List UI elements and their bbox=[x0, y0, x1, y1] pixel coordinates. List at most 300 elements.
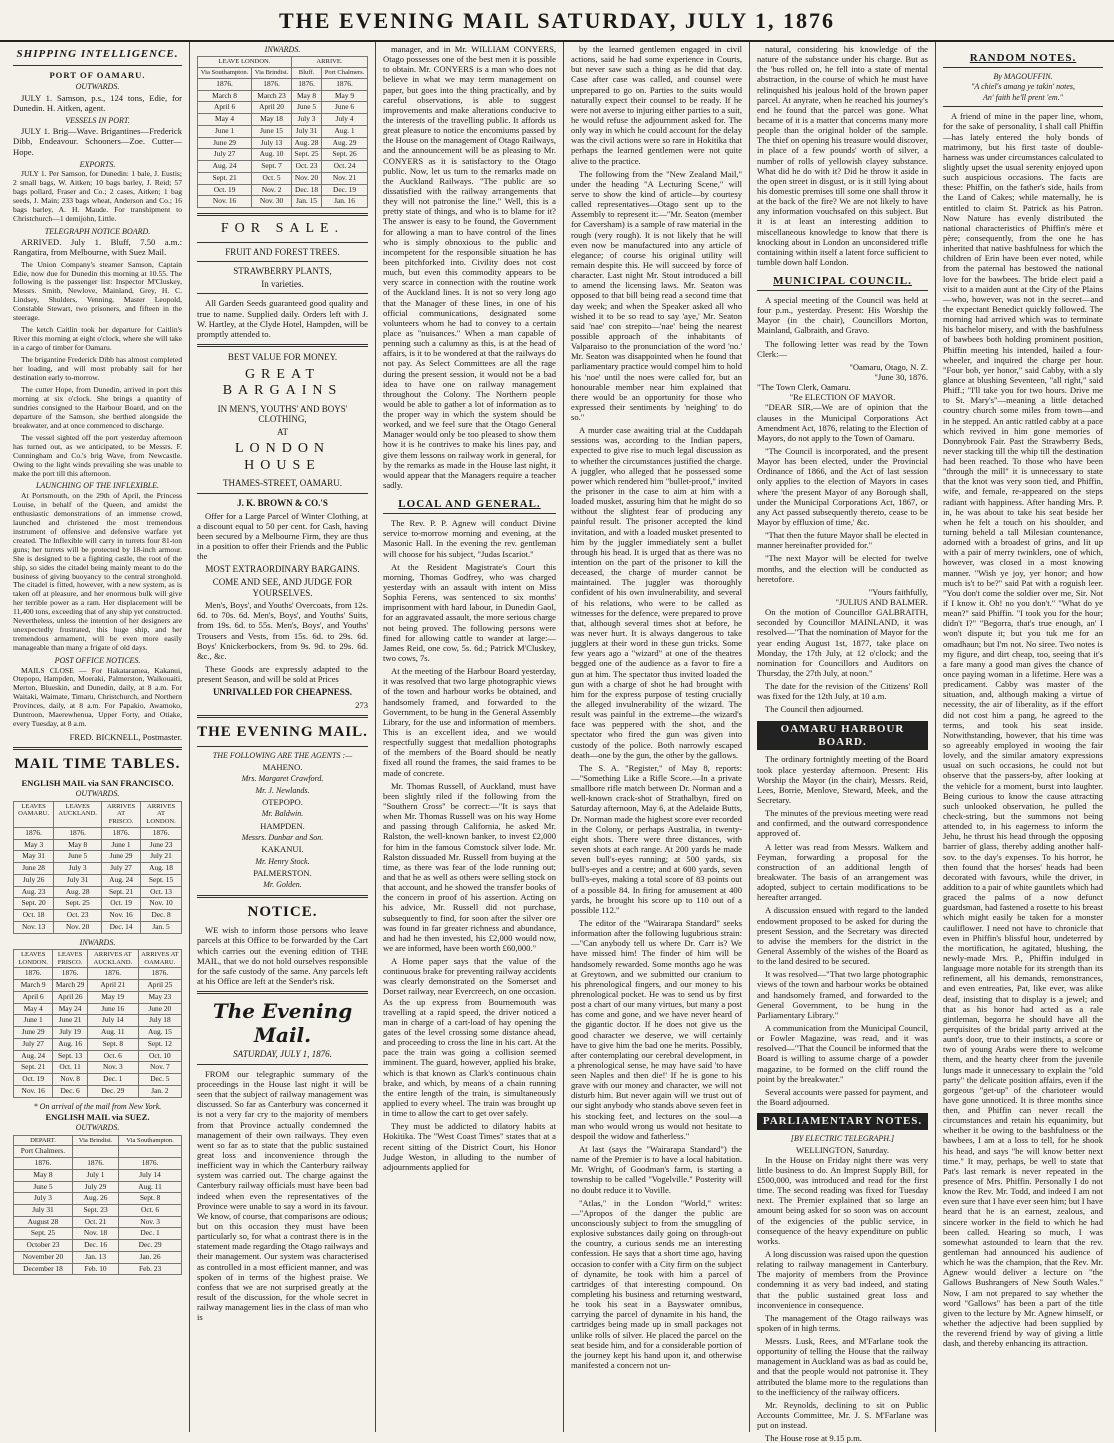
suez-in-cell: June 6 bbox=[322, 102, 368, 114]
sf-out-cell: July 3 bbox=[54, 863, 102, 875]
sf-in-header: ARRIVES AT OAMARU. bbox=[138, 949, 181, 968]
port-heading: PORT OF OAMARU. bbox=[49, 69, 146, 80]
exports-heading: EXPORTS. bbox=[79, 159, 116, 169]
suez-in-cell: Nov. 21 bbox=[322, 172, 368, 184]
suez-in-cell: Nov. 16 bbox=[198, 196, 252, 208]
sf-in-cell: Oct. 10 bbox=[138, 1050, 181, 1062]
suez-inwards-heading: INWARDS. bbox=[264, 45, 301, 54]
sf-out-header: ARRIVES AT FRISCO. bbox=[102, 801, 141, 827]
suez-in-cell: July 4 bbox=[322, 114, 368, 126]
in-header-leave: LEAVE LONDON. bbox=[198, 57, 292, 68]
sf-out-row bbox=[14, 851, 182, 863]
sf-out-cell: Nov. 13 bbox=[14, 921, 54, 933]
sf-in-cell: May 23 bbox=[138, 991, 181, 1003]
suez-in-row bbox=[198, 114, 368, 126]
column-4 bbox=[564, 42, 750, 1432]
sf-in-row bbox=[14, 991, 182, 1003]
suez-cell: Oct. 6 bbox=[119, 1205, 182, 1217]
sf-in-cell: Oct. 19 bbox=[14, 1074, 53, 1086]
suez-cell: Aug. 26 bbox=[72, 1193, 118, 1205]
sf-in-cell: June 21 bbox=[53, 1015, 88, 1027]
sf-in-cell: March 9 bbox=[14, 980, 53, 992]
suez-in-row bbox=[198, 172, 368, 184]
parliamentary-heading: PARLIAMENTARY NOTES. bbox=[757, 1113, 928, 1130]
best-value: BEST VALUE FOR MONEY. bbox=[227, 351, 338, 362]
harbour-para-7: Several accounts were passed for payment, and the Board adjourned. bbox=[757, 1086, 928, 1107]
suez-in-row bbox=[198, 125, 368, 137]
suez-in-cell: Dec. 19 bbox=[322, 184, 368, 196]
local-para-6: They must be addicted to dilatory habits at Hokitika. The "West Coast Times" states that at a recent sitting of the District Court, his Honor Judge Weston, in alluding to the number of adjournments applied for bbox=[383, 1121, 556, 1172]
letter-to-2: "Re ELECTION OF MAYOR. bbox=[789, 392, 896, 403]
shipping-para-1: The Union Company's steamer Samson, Captain Edie, now due for Dunedin this morning at 10.55. The following is the passenger list: Inspector M'Cluskey, Messrs. Smith, Newlove, Mainland, Grey, H. C. Lindsey, Shulders, Venning, Master Leopold, Constable Stewart, two prisoners, and fifteen in the steerage. bbox=[13, 259, 182, 323]
suez-row bbox=[14, 1193, 182, 1205]
parl-para-1: In the House on Friday night there was very little business to do. An Imprest Supply Bill, for £500,000, was introduced and read for the first time. The second reading was fixed for Tuesday next. The Premier explained that so large an amount being asked for so soon was on account of the exigencies of the public service, in consequence of the heavy expenditure on public works. bbox=[757, 1154, 928, 1246]
sf-out-cell: Aug. 24 bbox=[102, 874, 141, 886]
sf-out-cell: Nov. 10 bbox=[141, 898, 182, 910]
suez-in-cell: Jan. 15 bbox=[291, 196, 321, 208]
sf-out-cell: Aug. 18 bbox=[141, 863, 182, 875]
parl-para-2: A long discussion was raised upon the question relating to railway management in Canterbury. The majority of members from the Province condemning it as very bad indeed, and stating that the public sustained great loss and inconvenience in consequence. bbox=[757, 1248, 928, 1310]
suez-in-cell: July 31 bbox=[291, 125, 321, 137]
great-bargains: GREAT BARGAINS bbox=[222, 366, 343, 399]
sf-out-header: LEAVES AUCKLAND. bbox=[54, 801, 102, 827]
harbour-para-4: A discussion ensued with regard to the landed endowment proposed to be asked for during the present Session, and the Secretary was directed to advise the members for the district in the General Assembly of the wishes of the Board as to the land desired to be secured. bbox=[757, 905, 928, 967]
parl-para-4: Messrs. Lusk, Rees, and M'Farlane took the opportunity of telling the House that the railway management in Auckland was as bad as could be, and that the people would not patronise it. They attributed the blame more to the regulations than to the inefficiency of the railway officers. bbox=[757, 1336, 928, 1397]
suez-cell: Sept. 23 bbox=[72, 1205, 118, 1217]
sf-note: * On arrival of the mail from New York. bbox=[33, 1101, 162, 1111]
suez-in-row bbox=[198, 137, 368, 149]
sf-in-cell: 1876. bbox=[138, 968, 181, 980]
shipping-para-2: The ketch Caitlin took her departure for Caitlin's River this morning at eight o'clock, where she will take in a cargo of timber for Oamaru. bbox=[13, 325, 182, 353]
suez-cell: Dec. 1 bbox=[119, 1228, 182, 1240]
sf-out-cell: July 27 bbox=[102, 863, 141, 875]
suez-row bbox=[14, 1181, 182, 1193]
parl-para-3: The management of the Otago railways was spoken of in high terms. bbox=[757, 1312, 928, 1333]
suez-in-cell: June 15 bbox=[252, 125, 292, 137]
sf-in-row bbox=[14, 968, 182, 980]
sf-in-cell: Dec. 6 bbox=[53, 1085, 88, 1097]
sf-in-cell: April 6 bbox=[14, 991, 53, 1003]
suez-row bbox=[14, 1240, 182, 1252]
suez-cell: 1876. bbox=[14, 1158, 73, 1170]
sf-out-cell: July 26 bbox=[14, 874, 54, 886]
sf-in-row bbox=[14, 980, 182, 992]
sf-in-cell: Aug. 11 bbox=[87, 1027, 138, 1039]
suez-cell: Sept. 8 bbox=[119, 1193, 182, 1205]
sf-in-cell: Sept. 12 bbox=[138, 1038, 181, 1050]
agent-line: Mr. Baldwin. bbox=[261, 809, 304, 819]
sf-out-cell: Dec. 8 bbox=[141, 910, 182, 922]
sf-in-cell: July 27 bbox=[14, 1038, 53, 1050]
local-para-5: A Home paper says that the value of the continuous brake for preventing railway accidents was clearly demonstrated on the Somerset and Dorset railway, near Evercreech, on one occasion. As the up express from Bournemouth was travelling at a rapid speed, the driver noticed a man in charge of a cart-load of hay opening the gates of the level crossing some distance ahead, and proceeding to cross the line in his cart. At the pace the train was going a collision seemed imminent. The guard, however, applied his brake, which is that known as Clark's continuous chain brake, and which, by means of a chain running the entire length of the train, is simultaneously applied to every wheel. The train was brought up in time to allow the cart to get over safely. bbox=[383, 956, 556, 1119]
suez-cell: October 23 bbox=[14, 1240, 73, 1252]
suez-cell bbox=[119, 1146, 182, 1158]
sf-out-cell: Dec. 14 bbox=[102, 921, 141, 933]
suez-in-cell: March 8 bbox=[198, 90, 252, 102]
suez-in-cell: May 8 bbox=[291, 90, 321, 102]
suez-in-cell: June 29 bbox=[198, 137, 252, 149]
sf-in-row bbox=[14, 1027, 182, 1039]
sf-in-row bbox=[14, 1074, 182, 1086]
sf-in-cell: Oct. 11 bbox=[53, 1062, 88, 1074]
outwards-heading: OUTWARDS. bbox=[75, 82, 120, 92]
sf-in-row bbox=[14, 1003, 182, 1015]
suez-in-row bbox=[198, 161, 368, 173]
suez-row bbox=[14, 1263, 182, 1275]
editorial-title: The Evening Mail. bbox=[212, 999, 353, 1047]
suez-cell: July 29 bbox=[72, 1181, 118, 1193]
suez-in-cell: 1876. bbox=[198, 78, 252, 90]
suez-in-cell: May 4 bbox=[198, 114, 252, 126]
suez-in-cell: Oct. 23 bbox=[291, 161, 321, 173]
sf-in-row bbox=[14, 1050, 182, 1062]
sf-in-cell: Aug. 16 bbox=[53, 1038, 88, 1050]
sf-in-cell: April 25 bbox=[138, 980, 181, 992]
sf-in-cell: 1876. bbox=[87, 968, 138, 980]
sf-in-cell: Dec. 5 bbox=[138, 1074, 181, 1086]
sf-in-cell: June 20 bbox=[138, 1003, 181, 1015]
suez-in-cell: Nov. 20 bbox=[291, 172, 321, 184]
suez-cell: 1876. bbox=[119, 1158, 182, 1170]
suez-in-cell: April 20 bbox=[252, 102, 292, 114]
sf-in-row bbox=[14, 1062, 182, 1074]
shipping-para-5: The vessel sighted off the port yesterday afternoon has turned out, as we anticipated, to be Messrs. F. Cunningham and Co.'s brig Wave, from Newcastle. Owing to the light winds prevailing she was unable to make the port till this afternoon. bbox=[13, 432, 182, 478]
agent-line: OTEPOPO. bbox=[262, 797, 303, 808]
letter-para-2: "The Council is incorporated, and the present Mayor has been elected, under the Provincial Ordinance of 1866, and the Act of last session only applies to the election of Mayors in cases where 'the present Mayor of any Borough shall, under the Municipal Corporations Act, 1867, or any Act passed subsequently thereto, cease to be Mayor by effluxion of time,' &c. bbox=[757, 446, 928, 528]
harbour-para-3: A letter was read from Messrs. Walkem and Feyman, forwarding a proposal for the construction of an additional length of breakwater. The basis of an arrangement was adopted, subject to certain modifications to be hereafter arranged. bbox=[757, 841, 928, 903]
suez-cell: Sept. 25 bbox=[14, 1228, 73, 1240]
suez-in-cell: March 23 bbox=[252, 90, 292, 102]
letter-sign: "JULIUS AND BALMER. bbox=[835, 597, 928, 607]
strawberry: STRAWBERRY PLANTS, bbox=[233, 266, 332, 277]
suez-cell: Aug. 11 bbox=[119, 1181, 182, 1193]
sf-out-header: ARRIVES AT LONDON. bbox=[141, 801, 182, 827]
sf-out-cell: Oct. 13 bbox=[141, 886, 182, 898]
suez-row bbox=[14, 1251, 182, 1263]
agent-line: Mrs. Margaret Crawford. bbox=[241, 774, 324, 784]
masthead-title: THE EVENING MAIL SATURDAY, JULY 1, 1876 bbox=[279, 8, 835, 33]
sf-out-cell: July 31 bbox=[54, 874, 102, 886]
col4-para-4: The S. A. "Register," of May 8, reports:—"Something Like a Rifle Score.—In a private smallbore rifle match between Dr. Norman and a well-known crack-shot of Strathalbyn, fired on Saturday afternoon, May 6, at the Adelaide Butts, Dr. Norman made the highest score ever recorded in the Colony, or perhaps Australia, in twenty-eight shots. There were three distances, with seven shots at each range. At 200 yards he made seven bull's-eyes running; at 500 yards, six bull's-eyes and a centre; and at 600 yards, seven bull's-eyes, making a total score of 83 points out of a possible 84. In firing for amusement at 400 yards, he brought his score up to 110 out of a possible 112." bbox=[571, 762, 742, 915]
sf-in-cell: Sept. 8 bbox=[87, 1038, 138, 1050]
sf-out-cell: June 28 bbox=[14, 863, 54, 875]
at-label: AT bbox=[277, 426, 288, 437]
sf-in-row bbox=[14, 1038, 182, 1050]
column-3 bbox=[376, 42, 564, 1432]
suez-in-cell: Aug. 29 bbox=[322, 137, 368, 149]
agent-line: Messrs. Dunbar and Son. bbox=[241, 832, 324, 842]
parl-para-5: Mr. Reynolds, declining to sit on Public Accounts Committee, Mr. J. S. M'Farlane was put on instead. bbox=[757, 1399, 928, 1431]
agent-line: Mr. Golden. bbox=[263, 880, 302, 890]
sf-in-cell: March 29 bbox=[53, 980, 88, 992]
harbour-heading: OAMARU HARBOUR BOARD. bbox=[757, 721, 928, 751]
random-notes-heading: RANDOM NOTES. bbox=[943, 50, 1103, 68]
sf-out-cell: Oct. 19 bbox=[102, 898, 141, 910]
suez-in-cell: 1876. bbox=[252, 78, 292, 90]
suez-cell: Oct. 21 bbox=[72, 1216, 118, 1228]
sf-in-cell: Sept. 13 bbox=[53, 1050, 88, 1062]
agent-line: PALMERSTON. bbox=[253, 867, 312, 878]
sf-out-row bbox=[14, 863, 182, 875]
letter-date: "June 30, 1876. bbox=[874, 372, 928, 383]
local-para-4: Mr. Thomas Russell, of Auckland, must have been slightly riled if the following from the "Southern Cross" be correct:—"It is says that when Mr. Thomas Russell was on his way Home and passing through California, he asked Mr. Ralston, the well-known banker, to invest £2,000 for him in the famous Comstock silver lode. Mr. Ralston dissuaded Mr. Russell from buying at the time, as there was fear of the lode running out; and that he as well as others were selling stock on that account, and he showed the transfer books of the concern in proof of his assertion. Acting on his advice, Mr. Russell did not purchase, subsequently to find, for soon after the silver ore was found in far greater richness and abundance, and had he then invested, his £2,000 would now, we are informed, have been worth £60,000." bbox=[383, 780, 556, 953]
suez-in-cell: Dec. 18 bbox=[291, 184, 321, 196]
suez-cell: June 5 bbox=[14, 1181, 73, 1193]
harbour-para-2: The minutes of the previous meeting were read and confirmed, and the outward correspondence approved of. bbox=[757, 808, 928, 839]
sf-out-cell: July 21 bbox=[141, 851, 182, 863]
sf-in-cell: 1876. bbox=[14, 968, 53, 980]
suez-in-cell: June 1 bbox=[198, 125, 252, 137]
council-para-2: The following letter was read by the Town Clerk:— bbox=[757, 338, 928, 359]
brown-text: Offer for a Large Parcel of Winter Clothing, at a discount equal to 50 per cent. for Cash, having been secured by a Melbourne Firm, they are thus in a position to offer their Friends and the Public the bbox=[197, 510, 368, 562]
sf-in-cell: May 24 bbox=[53, 1003, 88, 1015]
suez-outwards-heading: OUTWARDS. bbox=[75, 1123, 120, 1133]
letter-para-3: "That then the future Mayor shall be elected in manner hereinafter provided for." bbox=[757, 530, 928, 551]
clothing: IN MEN'S, YOUTHS' AND BOYS' CLOTHING, bbox=[217, 403, 348, 425]
suez-in-cell: Nov. 30 bbox=[252, 196, 292, 208]
in-sub-header: Bluff. bbox=[291, 68, 321, 79]
in-sub-header: Via Brindisi. bbox=[252, 68, 292, 79]
sf-in-cell: April 21 bbox=[87, 980, 138, 992]
sf-out-header: LEAVES OAMARU. bbox=[14, 801, 54, 827]
sf-out-cell: June 29 bbox=[102, 851, 141, 863]
sf-in-cell: Aug. 24 bbox=[14, 1050, 53, 1062]
suez-in-row bbox=[198, 102, 368, 114]
telegraph-heading: TELEGRAPH NOTICE BOARD. bbox=[44, 226, 151, 236]
suez-inwards-table bbox=[197, 56, 368, 208]
suez-in-cell: Sept. 7 bbox=[252, 161, 292, 173]
local-para-1: The Rev. P. P. Agnew will conduct Divine service to-morrow morning and evening, at the Masonic Hall. In the evening the rev. gentleman will choose for his subject, "Judas Iscariot." bbox=[383, 518, 556, 559]
sf-in-cell: July 19 bbox=[53, 1027, 88, 1039]
exports-text: JULY 1. Per Samson, for Dunedin: 1 bale, J. Eustis; 2 small bags, W. Aitken; 10 bags barley, J. Reid; 57 bags pollard, Fraser and Co.; 2 cases, Aitken; 1 bag seeds, J. Main; 233 bags wheat, Anderson and Co.; 16 bags barley, A. H. Maude. For transhipment to Christchurch—1 demijohn, Little. bbox=[13, 169, 182, 223]
column-5 bbox=[750, 42, 936, 1443]
suez-in-row bbox=[198, 90, 368, 102]
random-by: By MAGOUFFIN. bbox=[993, 71, 1053, 81]
sf-in-cell: 1876. bbox=[53, 968, 88, 980]
suez-in-cell: 1876. bbox=[322, 78, 368, 90]
council-heading: MUNICIPAL COUNCIL. bbox=[757, 273, 928, 291]
shipping-para-3: The brigantine Frederick Dibb has almost completed her loading, and will most probably sail for her destination early to-morrow. bbox=[13, 355, 182, 382]
sf-out-cell: Oct. 23 bbox=[54, 910, 102, 922]
sf-in-cell: July 14 bbox=[87, 1015, 138, 1027]
sf-in-cell: Aug. 15 bbox=[138, 1027, 181, 1039]
suez-cell: Feb. 23 bbox=[119, 1263, 182, 1275]
letter-para-4: "The next Mayor will be elected for twelve months, and the election will be conducted as heretofore. bbox=[757, 553, 928, 584]
col4-para-2: The following from the "New Zealand Mail," under the heading "A Lecturing Scene," will serve to show the kind of article—by courtesy called representatives—Otago sent up to the Assembly to represent it:—"Mr. Seaton (member for Caversham) is a sample of raw material in the rough (very rough). It is not likely that he will even now be manufactured into any article of elegance; of course his original utility will remain despite this. He will succeed by force of character. Last night Mr. Stout introduced a bill to amend the licensing laws. Mr. Seaton was opposed to that bill being read a second time that day week; and when the Speaker asked all who wished it to be so read to say 'aye,' Mr. Seaton said 'nae' con strepito—'nae' being the nearest possible approach of the inhabitants of Valparaiso to the pronunciation of the word 'no.' Mr. Seaton was disappointed when he found that parliamentary practice would compel him to hold his 'noe' until the noes were called for, but an honourable member near him explained that there would be an opportunity for those who expressed their sentiments by 'neighing' to do so." bbox=[571, 168, 742, 423]
post-text: MAILS CLOSE — For Hakataramea, Kakanui, Otepopo, Hampden, Moeraki, Palmerston, Waikouaiti, Merton, Blueskin, and Dunedin, daily, at 8 a.m. For Waitaki, Waimate, Timaru, Christchurch, and Northern Provinces, daily, at 8 a.m. For Papakio, Awamoko, Duntroon, Maerewhenua, Upper Forty, and Otiake, every Tuesday, at 8 a.m. bbox=[13, 665, 182, 729]
suez-in-cell: Sept. 26 bbox=[322, 149, 368, 161]
launch-heading: LAUNCHING OF THE INFLEXIBLE. bbox=[35, 481, 160, 491]
suez-header: DEPART. bbox=[14, 1135, 73, 1146]
suez-cell: July 1 bbox=[72, 1169, 118, 1181]
notice-heading: NOTICE. bbox=[247, 903, 318, 920]
sf-in-cell: Dec. 1 bbox=[87, 1074, 138, 1086]
suez-cell: 1876. bbox=[72, 1158, 118, 1170]
sf-in-cell: May 19 bbox=[87, 991, 138, 1003]
sf-in-header: LEAVES FRISCO. bbox=[53, 949, 88, 968]
suez-in-cell: June 5 bbox=[291, 102, 321, 114]
editorial-dateline: SATURDAY, JULY 1, 1876. bbox=[233, 1049, 332, 1060]
seeds-text: All Garden Seeds guaranteed good quality and true to name. Supplied daily. Orders left with J. W. Hartley, at the Clyde Hotel, Hampden, will be promptly attended to. bbox=[197, 298, 368, 339]
suez-cell: December 18 bbox=[14, 1263, 73, 1275]
in-sub-header: Via Southampton. bbox=[198, 68, 252, 79]
suez-in-row bbox=[198, 184, 368, 196]
telegraph-text: ARRIVED. July 1. Bluff, 7.50 a.m.: Rangatira, from Melbourne, with Suez Mail. bbox=[13, 237, 182, 258]
sf-in-row bbox=[14, 1015, 182, 1027]
col4-para-3: A murder case awaiting trial at the Cuddapah sessions was, according to the Indian papers, expected to give rise to much legal discussion as to whether the circumstances justified the charge. A juggler, who alleged that he possessed some power which rendered him "bullet-proof," invited the prisoner in the case to aim at him with a loaded musket, assuring him that he might do so without the slightest fear of producing any painful result. The prisoner accepted the kind invitation, and with a loaded musket presented to him by the juggler immediately sent a bullet through his head. It is urged that as there was no intention on the part of the prisoner to kill the deceased, the charge of murder cannot be maintained. The juggler was thoroughly confident of his own invulnerability, and several of his relations, who were to be called as witnesses for the defence, were prepared to prove that, although several times shot at before, he was never hurt. It is always dangerous to take jugglers at their word in these gun tricks. Some few years ago a "wizard" at one of the theatres begged one of the audience as a favor to fire a gun at him. The spectator thus invited loaded the gun with a charge of shot he had brought with him for the express purpose of testing crucially the alleged invulnerability of the wizard. The result was painful in the extreme—the wizard's face was peppered with the shot, and the spectator who fired the gun was given into custody of the police. Both narrowly escaped death—one by the gun, the other by the gallows. bbox=[571, 425, 742, 760]
sf-out-row bbox=[14, 839, 182, 851]
vessels-text: JULY 1. Brig—Wave. Brigantines—Frederick Dibb, Endeavour. Schooners—Zoe. Cutter—Hope. bbox=[13, 126, 182, 157]
sf-in-cell: Nov. 16 bbox=[14, 1085, 53, 1097]
sf-in-cell: July 18 bbox=[138, 1015, 181, 1027]
sf-in-cell: Sept. 21 bbox=[14, 1062, 53, 1074]
epigraph-1: "A chiel's amang ye takin' notes, bbox=[971, 82, 1075, 92]
council-para-5: The Council then adjourned. bbox=[765, 704, 864, 715]
col4-para-7: "Atlas," in the London "World," writes:—"Apropos of the danger the public are unconsciously subject to from the smuggling of explosive substances daily going on through-out the country, a curious sends me an interesting confession. He says that a short time ago, having occasion to confer with a City firm on the subject of dynamite, he took with him a parcel of cartridges of that interesting compound. On completing his business and returning westward, he took his seat in a Bayswater omnibus, carrying the parcel of dynamite in his hand, the cartridges being made up in small packages not unlike rolls of silver. He placed the parcel on the seat beside him, and for a considerable portion of the journey kept his hand upon it, and otherwise manifested a concern not un- bbox=[571, 1197, 742, 1370]
suez-cell: Nov. 18 bbox=[72, 1228, 118, 1240]
suez-cell: Feb. 10 bbox=[72, 1263, 118, 1275]
sf-inwards-table bbox=[13, 949, 182, 1098]
mail-tables-heading: MAIL TIME TABLES. bbox=[14, 756, 181, 773]
sf-in-cell: Nov. 7 bbox=[138, 1062, 181, 1074]
suez-table bbox=[13, 1135, 182, 1276]
agent-line: KAKANUI. bbox=[261, 844, 304, 855]
column-2 bbox=[190, 42, 376, 1432]
suez-cell: November 20 bbox=[14, 1251, 73, 1263]
english-sf-heading: ENGLISH MAIL via SAN FRANCISCO. bbox=[21, 778, 174, 789]
sf-out-cell: Sept. 25 bbox=[54, 898, 102, 910]
adapted-text: These Goods are expressly adapted to the present Season, and will be sold at Prices bbox=[197, 664, 368, 685]
outwards-text: JULY 1. Samson, p.s., 124 tons, Edie, for Dunedin. H. Aitken, agent. bbox=[13, 92, 182, 113]
ad-number: 273 bbox=[355, 699, 368, 710]
suez-in-cell: 1876. bbox=[291, 78, 321, 90]
suez-in-cell: Aug. 28 bbox=[291, 137, 321, 149]
suez-in-cell: Aug. 24 bbox=[198, 161, 252, 173]
suez-in-cell: Sept. 25 bbox=[291, 149, 321, 161]
sf-in-cell: Nov. 8 bbox=[53, 1074, 88, 1086]
in-header-arrive: ARRIVE. bbox=[291, 57, 367, 68]
sf-in-cell: May 4 bbox=[14, 1003, 53, 1015]
parl-para-6: The House rose at 9.15 p.m. bbox=[765, 1433, 862, 1443]
col4-para-6: At last (says the "Wairarapa Standard") the name of the Premier is to have a local habitation. Mr. Wright, of Goodman's farm, is starting a township to be called "Vogelville." Posterity will no doubt reduce it to Voville. bbox=[571, 1144, 742, 1195]
in-sub-header: Port Chalmers. bbox=[322, 68, 368, 79]
sf-out-cell: June 1 bbox=[102, 839, 141, 851]
suez-row bbox=[14, 1146, 182, 1158]
random-notes-text: A friend of mine in the paper line, whom, for the sake of personality, I shall call Phiffin—has lately entered the holy bonds of matrimony, but his first taste of double-harness was under circumstances calculated to slightly upset the usual serenity enjoyed upon such auspicious occasions. The facts are these: Phiffin, on the father's side, hails from the Land of Cakes; while maternally, he is entitled to claim St. Patrick as his Patron. Now Nature has evenly distributed the national characteristics of Phiffin's mère et père; consequently, from the one he has inherited that native bashfulness for which the children of Erin have been ever noted, while from the paternal has bestowed the national love for the bawbees. The bride elect paid a visit to a maiden aunt at the City of the Plains—who, however, was not in the secret—and the expectant Benedict quickly followed. The morning had arrived which was to terminate his bachelor misery, and with the bashfulness of bawbees both holding prominent position, Phiffin meeting his intended, hailed a four-wheeler, and inquired the charge per hour. "Four bob, yer honor," said Cabby, with a sly glance at blushing Seventeen, "all right," said Phiff.; "I'll take you for two hours. Drive me to St. Mary's"—meaning a little detached country church some miles from town—and in he stepped. An antic rattled cabby at a pace which revived in him gone memories of Donnybrook Fair. Past the Strawberry Beds, never stacking till the whip till the destination had been reached. To those who have been "through the mill" it is unnecessary to state that the knot was very soon tied, and Phiffin, wife, and female, re-appeared on the steps radiant with happiness. After handing Mrs. P. in, he was about to take his seat beside her when he felt a touch on his shoulder, and turning beheld a tall Milesian countenance, adorned with a broadest of grins, and lit up with a pair of merry twinklers, one of which, however, was closed in a most knowing manner. "Wish ye joy, yer honor; and how much is't to be?" said Pat with a roguish leer. "You don't come the soldier over me, Sir. Not if I know it. Oh! no you don't." "What do ye mean?" said Phiffin. "I took you for the hour; didn't I?" "Begorra, that's true enough, an' I won't dispute it; but you tuk me for an omadhaun; but I'm not. No siree. Two notes is my figure, and dirt cheap, too, seeing that it's a fare many a good man gives the chance of once paying woman in a lifetime. Here was a predicament. Cabby was master of the situation, and, although making a virtue of necessity, the air of liberality, as if the effort did not cost him a pang, he agreed to the terms, and took his seat inside. Notwithstanding, however, that his time was so agreeably employed in wooing the fair lovely, and the similar amatory expressions usual on such occasions, he could not but observe that the passers-by, after looking at the vehicle for a moment, burst into laughter. Being curious to know the cause attracting such unlooked observation, he pulled the check-string, but the summons not being attended to, in his eagerness to inform the Jehu, he thrust his head through the opposing barrier of glass, thereby adding another half-sov. to the day's expenses. To his horror, he then found that the horses' heads had been decorated with favours, while the driver, in addition to a pair of white gauntlets which had graced the palms of a now defunct guardsman, had fastened a rosette to his breast which might easily be taken for a monster cauliflower. I need not have to chronicle that even in Phiffin's blissful hour, undeterred by the mortification, he agitated, blushing, the newly-made Mrs. P., Phiffin indulged in language more notable for its strength than its refinement, all his demands, remonstrances, and even entreaties, Pat, like ever, was alike deaf, insisting that to display is a jewel; and that as his honor had acted as a rale gintleman, begorra he should have all the perquisites of the bridal party arrived at the aunt's door, true to their instincts, a score or two of young Arabs were there to welcome them, and the hearty cheer from the juvenile lungs made it unnecessary to explain the "old party" the delicate position affairs, even if the gorgeous "get-up" of the charioteer would have gone unnoticed. It is three months since then, and Phiffin can never recall the circumstances and retain his equanimity, but whether it be owing to the bashfulness or the bawbees, I am at a loss to tell, for he shook his head, and says "he will know better next time." It may, perhaps, be well to state that Pat's last remark is never repeated in the presence of Mrs. Phiffin. Personally I do not know the Rev. Mr. Todd, and indeed I am not even sure that I have ever seen him; but I have heard that he is an earnest, zealous, and sincere worker in the field to which he had been called. Hearing so much, I was somewhat astounded to learn that the rev. gentleman had announced his audience of which he was the champion, that the Rev. Mr. Agnew would deliver a lecture on "the Gallows Bushrangers of New South Wales." Now, I am not prepared to say whether the word "Gallows" has been a part of the title given to the lecture by Mr. Agnew himself, or whether the adjective had been supplied by the reverend friend by way of giving a little dash, and thereby enhancing its attraction. bbox=[943, 111, 1103, 1349]
sf-out-cell: Nov. 20 bbox=[54, 921, 102, 933]
sf-out-row bbox=[14, 874, 182, 886]
suez-row bbox=[14, 1169, 182, 1181]
launch-text: At Portsmouth, on the 29th of April, the Princess Louise, in behalf of the Queen, and amidst the enthusiastic demonstrations of an immense crowd, launched and christened the most tremendous instrument of offensive and defensive warfare yet created. The Inflexible will carry in turrets four 81-ton guns; her turrets will be protected by 18-inch armour. She is designed to be a fighting castle, the root of the ship, so sides the citadel being mainly meant to do the business of giving buoyancy to the central stronghold. The citadel is fitted, however, with a new system, as is taken off at pleasure, and her enormous bulk will give her terrible power as a ram. Her displacement will be 11,400 tons, exceeding that of any ship yet constructed. Nevertheless, unless the intention of her designers are unexpectedly frustrated, this huge ship, and her tremendous armament, will be even more easily manageable than many a frigate of old days. bbox=[13, 490, 182, 653]
suez-in-cell: July 13 bbox=[252, 137, 292, 149]
evening-mail-agents-heading: THE EVENING MAIL. bbox=[197, 724, 368, 741]
sf-out-row bbox=[14, 910, 182, 922]
sf-in-row bbox=[14, 1085, 182, 1097]
suez-in-cell: Oct. 5 bbox=[252, 172, 292, 184]
suez-cell: Dec. 29 bbox=[119, 1240, 182, 1252]
suez-cell: July 14 bbox=[119, 1169, 182, 1181]
sf-out-cell: May 31 bbox=[14, 851, 54, 863]
english-suez-heading: ENGLISH MAIL via SUEZ. bbox=[45, 1111, 150, 1122]
agent-line: MAHENO. bbox=[262, 762, 303, 773]
suez-header: Via Southampton. bbox=[119, 1135, 182, 1146]
suez-in-cell: April 6 bbox=[198, 102, 252, 114]
council-para-1: A special meeting of the Council was held at four p.m., yesterday. Present: His Worship the Mayor (in the chair), Councillors Morton, Mainland, Galbraith, and Gravo. bbox=[757, 295, 928, 336]
post-heading: POST OFFICE NOTICES. bbox=[54, 656, 141, 666]
shipping-heading: SHIPPING INTELLIGENCE. bbox=[16, 48, 179, 60]
suez-row bbox=[14, 1205, 182, 1217]
sf-out-cell: 1876. bbox=[102, 827, 141, 839]
suez-cell: July 3 bbox=[14, 1193, 73, 1205]
agents-list bbox=[197, 762, 368, 889]
sf-out-cell: 1876. bbox=[141, 827, 182, 839]
post-sign: FRED. BICKNELL, Postmaster. bbox=[69, 732, 182, 743]
sf-out-cell: Nov. 16 bbox=[102, 910, 141, 922]
suez-row bbox=[14, 1228, 182, 1240]
sf-in-cell: Jan. 2 bbox=[138, 1085, 181, 1097]
parl-date: WELLINGTON, Saturday. bbox=[795, 1144, 890, 1155]
sf-out-cell: 1876. bbox=[14, 827, 54, 839]
london-house: LONDON HOUSE bbox=[234, 441, 331, 473]
suez-cell: May 8 bbox=[14, 1169, 73, 1181]
harbour-para-1: The ordinary fortnightly meeting of the Board took place yesterday afternoon. Present: His Worship the Mayor (in the chair), Messrs. Reid, Lees, Borrie, Menlove, Steward, Meek, and the Secretary. bbox=[757, 754, 928, 806]
local-para-3: At the meeting of the Harbour Board yesterday, it was resolved that two large photographic views of the town and harbour works be obtained, and handsomely framed, and forwarded to the Government, to be hung in the General Assembly Library, for the use and information of members. This is an excellent idea, and we would respectfully suggest that medallion photographs of the members of the Board should be neatly fixed all round the frames, the said frames to be made of concrete. bbox=[383, 666, 556, 778]
local-para-2: At the Resident Magistrate's Court this morning, Thomas Godfrey, who was charged yesterday with an assault with intent on Miss Sophia Ferens, was sentenced to six months' imprisonment with hard labour, in Dunedin Gaol, for an aggravated assault, the more serious charge not being proved. The following persons were fined for allowing cattle to wander at large:—James Reid, one cow, 5s. 6d.; Patrick M'Cluskey, two cows, 7s. bbox=[383, 561, 556, 663]
sf-out-row bbox=[14, 921, 182, 933]
notice-text: WE wish to inform those persons who leave parcels at this Office to be forwarded by the Cart which carries out the evening edition of THE MAIL, that we do not hold ourselves responsible for the safe custody of the same. Any parcels left at his Office are left at the Sender's risk. bbox=[197, 925, 368, 986]
sf-out-cell: May 3 bbox=[14, 839, 54, 851]
suez-in-cell: Nov. 2 bbox=[252, 184, 292, 196]
suez-cell: Jan. 26 bbox=[119, 1251, 182, 1263]
suez-in-row bbox=[198, 78, 368, 90]
sf-out-cell: May 8 bbox=[54, 839, 102, 851]
council-para-3: On the motion of Councillor GALBRAITH, seconded by Councillor MAINLAND, it was resolved—"That the nomination of Mayor for the year ending August 1st, 1877, take place on Monday, the 17th July, at 12 o'clock; and the nomination for Councillors and Auditors on Thursday, the 27th July, at noon." bbox=[757, 607, 928, 678]
column-1 bbox=[6, 42, 190, 1432]
brown-co: J. K. BROWN & CO.'S bbox=[237, 498, 328, 509]
col4-para-1: by the learned gentlemen engaged in civil actions, said he had some experience in Courts, but never saw such a thing as he did that day. Case after case was called, and counsel were unprepared to go on. Parties to the suits would naturally expect their counsel to be ready. If he were not averse to injuring either parties to a suit, he would refuse the adjournment asked for. The only way in which he could account for the delay was the civil actions were so rare in Hokitika that perhaps the learned gentlemen were not quite alive to the practice. bbox=[571, 44, 742, 166]
fruit-trees: FRUIT AND FOREST TREES. bbox=[225, 246, 340, 257]
sf-outwards-table bbox=[13, 801, 182, 934]
suez-cell: Jan. 13 bbox=[72, 1251, 118, 1263]
sf-out-cell: June 23 bbox=[141, 839, 182, 851]
agent-line: Mr. J. Newlands. bbox=[255, 785, 310, 795]
varieties: In varieties. bbox=[261, 278, 304, 289]
sf-in-header: LEAVES LONDON. bbox=[14, 949, 53, 968]
agent-line: HAMPDEN. bbox=[260, 820, 305, 831]
masthead bbox=[0, 0, 1114, 42]
suez-row bbox=[14, 1158, 182, 1170]
letter-place: "Oamaru, Otago, N. Z. bbox=[849, 361, 928, 372]
suez-in-cell: May 18 bbox=[252, 114, 292, 126]
sf-in-cell: Oct. 6 bbox=[87, 1050, 138, 1062]
sf-in-cell: June 16 bbox=[87, 1003, 138, 1015]
sf-out-cell: June 5 bbox=[54, 851, 102, 863]
come-see: COME AND SEE, AND JUDGE FOR YOURSELVES. bbox=[212, 576, 353, 598]
suez-in-row bbox=[198, 149, 368, 161]
sf-in-header: ARRIVES AT AUCKLAND. bbox=[87, 949, 138, 968]
suez-in-cell: Aug. 10 bbox=[252, 149, 292, 161]
thames-street: THAMES-STREET, OAMARU. bbox=[222, 478, 343, 489]
col4-para-5: The editor of the "Wairarapa Standard" seeks information after the following lugubrious strain:—"Can anybody tell us where Dr. Carr is? We have missed him! The finder of him will be handsomely rewarded. Some months ago he was at Greytown, and we submitted our cranium to his phrenological fingers, and our money to his phrenological pocket. He was to send us by first post a chart of our many virtues, but many a post has come and gone, and we have never heard of the gigantic doctor. If he does not give us the good character we deserve, we will certainly have to give him the bad one he merits. Possibly, after contemplating our cerebral development, in a phrenological sense, he may have said 'to have seen Naples and then die!' If he is gone to his grave with our money and character, we will not disturb him. But never again will we trust out of our sight anybody who stands above seven feet in his stocking feet, and lectures on the soul—a man who would wrong us would not hesitate to despoil the widow and fatherless." bbox=[571, 917, 742, 1141]
sf-out-row bbox=[14, 898, 182, 910]
editorial-text-2: manager, and in Mr. WILLIAM CONYERS, Otago possesses one of the best men it is possible to obtain. Mr. CONYERS is a man who does not believe in what we may term management on paper, but goes into the thing practically, and by careful observations, is able to suggest improvements and make alterations conducive to the interests of the travelling public. It affords us great pleasure to notice the encomiums passed by the House on the management of Otago Railways, and the announcement will be as pleasing to Mr. CONYERS as it is satisfactory to the Otago public. Now, let us turn to the remarks made on the Auckland Railways. "The public are so dissatisfied with the railway arrangements that they will not patronise the line." Well, this is a pretty state of things, and who is to blame for it? The answer is easy to be found, the Government for allowing a man to have control of the lines who is simply obnoxious to the public and incompetent for the responsible situation he has been pitchforked into. Civility does not cost much, but even this commodity appears to be very scarce in connection with the routine work of the Auckland lines. It is not so very long ago that the Manager of these lines, in one of his official communications, designated some volunteers whom he had to convey to a certain place as "nuisances." When a man capable of penning such a calumny as this, is at the head of affairs, is it to be wondered at that the railways do not pay. As Select Committees are all the rage during the present session, it would not be a bad idea to have one on railway management throughout the Colony. The Northern people would be able to gather a lot of information as to the proper way in which the system should be worked, and we feel sure that the Otago General Manager would only be too pleased to show them how it is he contrives to make his lines pay, and give them lessons on railway work in general, for by the remarks as made in the House last night, it would appear that the Managers require a teacher sadly. bbox=[383, 44, 556, 491]
most-extraordinary: MOST EXTRAORDINARY BARGAINS. bbox=[205, 564, 360, 575]
agent-line: Mr. Henry Stock. bbox=[255, 856, 310, 866]
suez-header: Via Brindisi. bbox=[72, 1135, 118, 1146]
sf-out-cell: Sept. 15 bbox=[141, 874, 182, 886]
vessels-heading: VESSELS IN PORT. bbox=[65, 115, 130, 125]
letter-close: "Yours faithfully, bbox=[868, 586, 928, 597]
